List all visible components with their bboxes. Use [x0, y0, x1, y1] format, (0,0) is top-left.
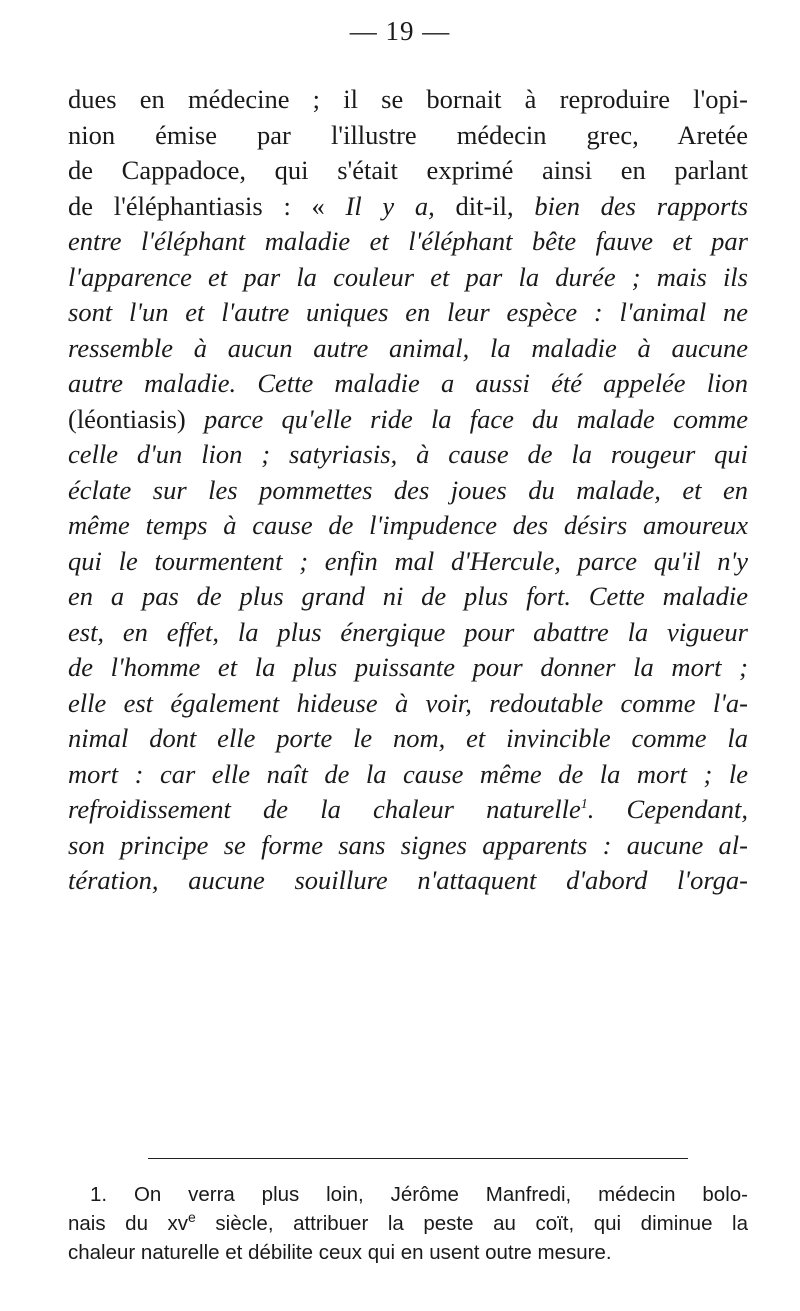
italic-segment: ressemble à aucun autre animal, la maladie à aucune	[68, 332, 748, 363]
text-line-9	[68, 366, 748, 402]
text-line-22	[68, 828, 748, 864]
italic-segment: sont l'un et l'autre uniques en leur espèce : l'animal ne	[68, 297, 748, 327]
text-line-4	[68, 189, 748, 225]
italic-segment: tération, aucune souillure n'attaquent d'abord l'orga-	[68, 865, 748, 895]
footnote-line-1: 1. On verra plus loin, Jérôme Manfredi, médecin bolo-	[90, 1183, 748, 1206]
italic-segment: l'apparence et par la couleur et par la durée ; mais ils	[68, 261, 748, 292]
text-segment: dit-il,	[434, 190, 535, 221]
text-line-20	[68, 757, 748, 793]
italic-segment: mort : car elle naît de la cause même de la mort ; le	[68, 758, 748, 789]
italic-segment: elle est également hideuse à voir, redoutable comme l'a-	[68, 687, 748, 718]
italic-segment: autre maladie. Cette maladie a aussi été appelée lion	[68, 368, 748, 398]
italic-segment: qui le tourmentent ; enfin mal d'Hercule, parce qu'il n'y	[68, 545, 748, 576]
text-line-12	[68, 473, 748, 509]
italic-segment: en a pas de plus grand ni de plus fort. Cette maladie	[68, 581, 748, 611]
text-line-13	[68, 508, 748, 544]
text-segment: (léontiasis)	[68, 403, 204, 434]
italic-segment: son principe se forme sans signes apparents : aucune al-	[68, 829, 748, 860]
text-line-7	[68, 295, 748, 331]
footnote-line-2	[68, 1209, 748, 1238]
footnote-segment: nais du xv	[68, 1212, 189, 1235]
italic-segment: éclate sur les pommettes des joues du malade, et en	[68, 474, 748, 505]
text-line-10	[68, 402, 748, 438]
main-text	[68, 82, 748, 899]
text-line-8	[68, 331, 748, 367]
footnote-segment: siècle, attribuer la peste au coït, qui diminue la	[195, 1212, 748, 1235]
italic-segment: entre l'éléphant maladie et l'éléphant bête fauve et par	[68, 226, 748, 256]
text-line-5	[68, 224, 748, 260]
text-line-11	[68, 437, 748, 473]
italic-segment: . Cependant,	[587, 794, 748, 824]
italic-segment: bien des rapports	[534, 190, 749, 221]
text-line-16	[68, 615, 748, 651]
text-line-14	[68, 544, 748, 580]
italic-segment: parce qu'elle ride la face du malade comme	[203, 403, 748, 434]
text-line-3	[68, 153, 748, 189]
text-line-19	[68, 721, 748, 757]
text-segment: de l'éléphantiasis : «	[68, 190, 346, 221]
italic-segment: nimal dont elle porte le nom, et invincible comme la	[68, 723, 748, 753]
italic-segment: même temps à cause de l'impudence des désirs amoureux	[68, 510, 748, 540]
text-line-6	[68, 260, 748, 296]
text-line-23	[68, 863, 748, 899]
text-line-18	[68, 686, 748, 722]
footnote-ref: 1	[580, 797, 588, 813]
text-segment: nion émise par l'illustre médecin grec, Aretée	[68, 119, 748, 150]
italic-segment: est, en effet, la plus énergique pour abattre la vigueur	[68, 616, 748, 647]
italic-segment: refroidissement de la chaleur naturelle	[68, 794, 581, 824]
italic-segment: celle d'un lion ; satyriasis, à cause de la rougeur qui	[68, 439, 748, 469]
text-line-17	[68, 650, 748, 686]
text-segment: de Cappadoce, qui s'était exprimé ainsi en parlant	[68, 155, 748, 185]
footnote-divider	[148, 1158, 688, 1159]
text-line-15	[68, 579, 748, 615]
text-segment: dues en médecine ; il se bornait à reproduire l'opi-	[68, 84, 748, 114]
text-line-21	[68, 792, 748, 828]
footnote	[68, 1180, 748, 1267]
italic-segment: Il y a,	[345, 190, 435, 221]
text-line-1	[68, 82, 748, 118]
italic-segment: de l'homme et la plus puissante pour donner la mort ;	[68, 652, 748, 682]
page-number: — 19 —	[349, 16, 451, 46]
superscript: e	[188, 1209, 196, 1226]
footnote-line-3: chaleur naturelle et débilite ceux qui en usent outre mesure.	[68, 1241, 612, 1264]
text-line-2	[68, 118, 748, 154]
